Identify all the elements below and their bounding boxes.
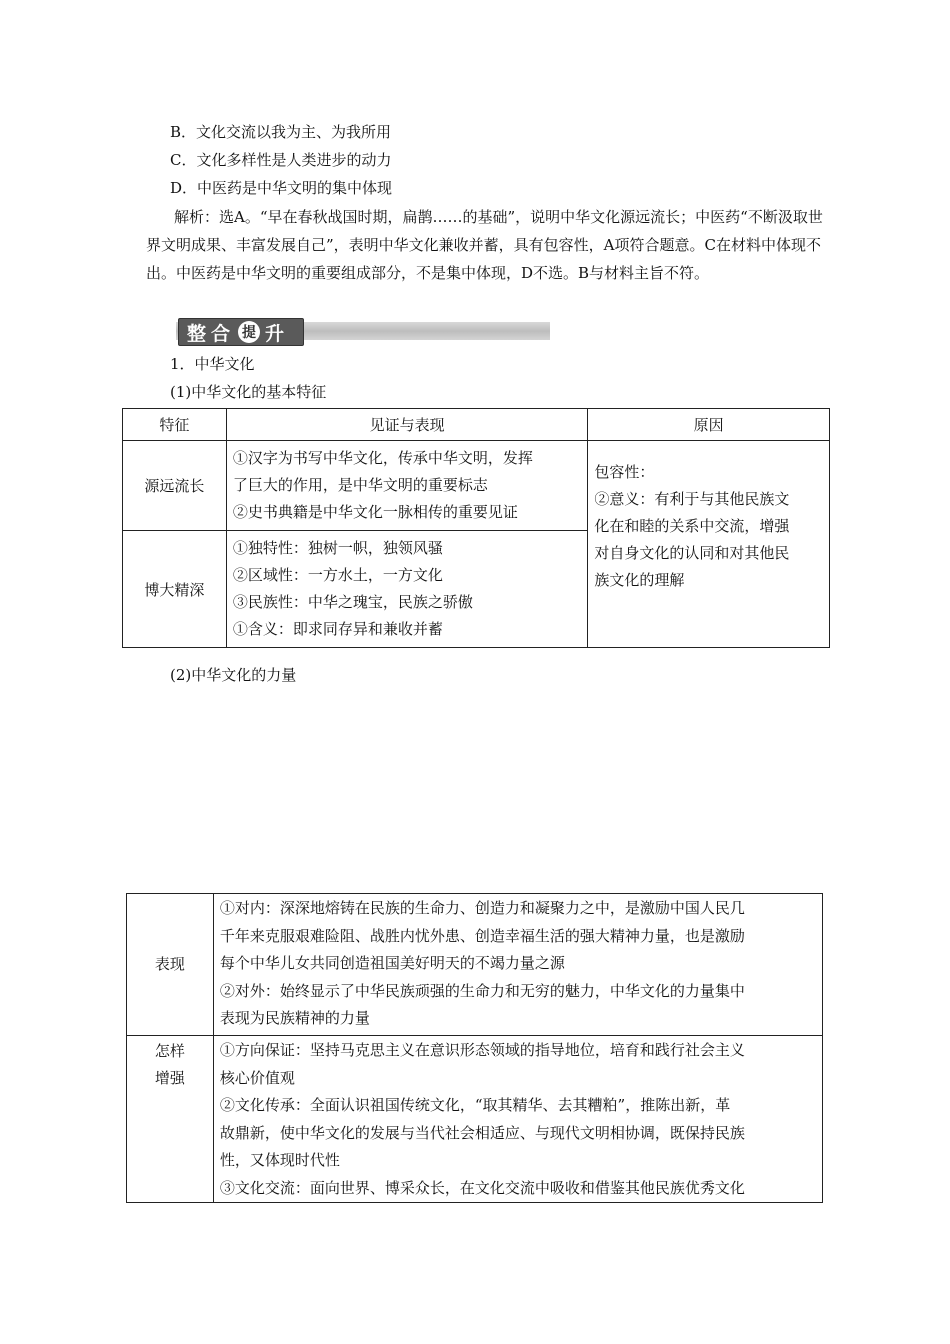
reason-line: 化在和睦的关系中交流，增强 (594, 517, 790, 535)
content-line: ②对外：始终显示了中华民族顽强的生命力和无穷的魅力，中华文化的力量集中 (219, 981, 745, 1000)
banner-char-1: 整 (187, 322, 210, 345)
evidence-line: ①独特性：独树一帜，独领风骚 (232, 539, 443, 557)
content-line: 每个中华儿女共同创造祖国美好明天的不竭力量之源 (219, 954, 565, 972)
banner-title (178, 318, 304, 346)
content-line: ③文化交流：面向世界、博采众长，在文化交流中吸收和借鉴其他民族优秀文化 (219, 1178, 745, 1197)
table-row (127, 1036, 823, 1203)
option-b: B．文化交流以我为主、为我所用 (170, 123, 392, 141)
table-row (123, 441, 830, 531)
feature-cell: 源远流长 (123, 441, 227, 531)
evidence-line: 了巨大的作用，是中华文明的重要标志 (232, 476, 488, 494)
content-line: 故鼎新，使中华文化的发展与当代社会相适应、与现代文明相协调，既保持民族 (219, 1123, 745, 1142)
evidence-line: ③民族性：中华之瑰宝，民族之骄傲 (232, 593, 473, 611)
evidence-line: ②区域性：一方水土，一方文化 (232, 566, 443, 584)
table-row (127, 894, 823, 1036)
row-content (213, 894, 822, 1036)
reason-line: 包容性： (594, 463, 655, 481)
row-header-line: 怎样 (154, 1042, 185, 1060)
option-c: C．文化多样性是人类进步的动力 (170, 151, 392, 169)
content-line: 性，又体现时代性 (219, 1151, 340, 1169)
evidence-cell (226, 441, 587, 531)
reason-cell (588, 441, 830, 648)
option-d: D．中医药是中华文明的集中体现 (170, 179, 393, 197)
evidence-line: ①含义：即求同存异和兼收并蓄 (232, 620, 443, 638)
reason-line: ②意义：有利于与其他民族文 (594, 490, 790, 508)
section1-heading: 1．中华文化 (170, 355, 255, 373)
header-evidence: 见证与表现 (226, 409, 587, 441)
features-table (122, 408, 830, 648)
section-banner (176, 318, 550, 344)
content-line: ②文化传承：全面认识祖国传统文化，“取其精华、去其糟粕”，推陈出新，革 (219, 1096, 731, 1114)
content-line: ①对内：深深地熔铸在民族的生命力、创造力和凝聚力之中，是激励中国人民几 (219, 899, 745, 917)
banner-char-4: 升 (265, 322, 288, 345)
content-line: 核心价值观 (219, 1068, 295, 1087)
row-header: 表现 (127, 894, 214, 1036)
table-header-row (123, 409, 830, 441)
power-table (126, 893, 823, 1203)
header-reason: 原因 (588, 409, 830, 441)
evidence-cell (226, 531, 587, 648)
analysis-paragraph: 解析：选A。“早在春秋战国时期，扁鹊……的基础”，说明中华文化源远流长；中医药“不断汲取世界文明成果、丰富发展自己”，表明中华文化兼收并蓄，具有包容性，A项符合题意。C在材料中体现不出。中医药是中华文明的重要组成部分，不是集中体现，D不选。B与材料主旨不符。 (146, 208, 823, 282)
reason-line: 对自身文化的认同和对其他民 (594, 544, 790, 562)
row-header-line: 增强 (154, 1069, 185, 1087)
evidence-line: ②史书典籍是中华文化一脉相传的重要见证 (232, 503, 518, 521)
row-content (213, 1036, 822, 1203)
banner-char-circle: 提 (238, 321, 260, 343)
banner-char-2: 合 (211, 322, 234, 345)
row-header (127, 1036, 214, 1203)
section1-subheading: (1)中华文化的基本特征 (170, 383, 327, 401)
reason-line: 族文化的理解 (594, 571, 685, 589)
header-feature: 特征 (123, 409, 227, 441)
evidence-line: ①汉字为书写中华文化，传承中华文明，发挥 (232, 449, 533, 467)
content-line: 表现为民族精神的力量 (219, 1009, 370, 1027)
content-line: 千年来克服艰难险阻、战胜内忧外患、创造幸福生活的强大精神力量，也是激励 (219, 926, 745, 945)
feature-cell: 博大精深 (123, 531, 227, 648)
section2-subheading: (2)中华文化的力量 (170, 666, 297, 684)
content-line: ①方向保证：坚持马克思主义在意识形态领域的指导地位，培育和践行社会主义 (219, 1041, 745, 1059)
